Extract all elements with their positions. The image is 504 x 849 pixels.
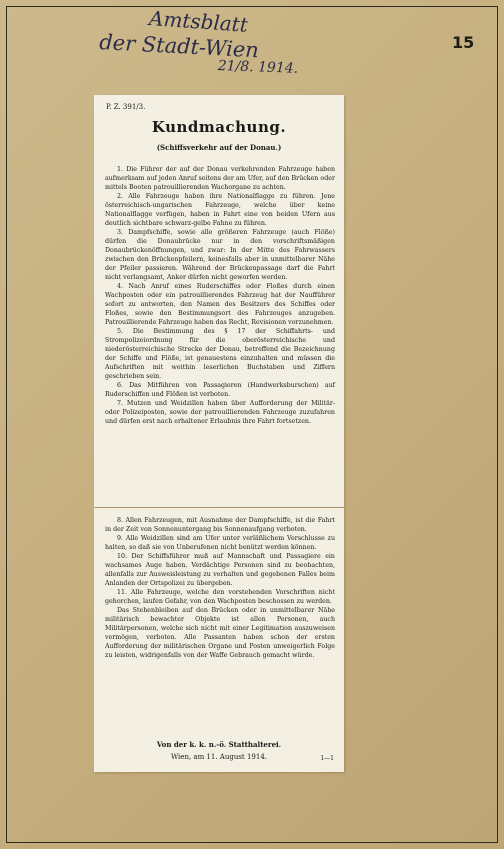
- paragraphs-top: [105, 165, 335, 426]
- paragraph: 4. Nach Anruf eines Ruderschiffes oder Floßes durch einen Wachposten oder ein patrouillierendes Fahrzeug hat der Naufführer sofort zu antworten, den Namen des Besitzers des Schiffes oder Floßes, sowie den Bestimmungsort des Fahrzeuges anzugeben. Patrouillierende Fahrzeuge haben das Recht, Revisionen vorzunehmen.: [105, 283, 335, 326]
- newspaper-clipping-bottom: [94, 508, 344, 772]
- paragraphs-bottom: [105, 516, 335, 660]
- paragraph: 9. Alle Weidzillen sind am Ufer unter verläßlichem Verschlusse zu halten, so daß sie von Unberufenen nicht benützt werden können.: [105, 535, 335, 551]
- clipping-title: Kundmachung.: [151, 118, 287, 136]
- paragraph: 5. Die Bestimmung des § 17 der Schiffahrts- und Strompolizeiordnung für die oberösterreichische und niederösterreichische Strecke der Donau, betreffend die Bezeichnung der Schiffe und Flöße, ist genauestens einzuhalten und müssen die Aufschriften mit weithin leserlichen Buchstaben und Ziffern geschrieben sein.: [105, 328, 335, 380]
- paragraph: Das Stehenbleiben auf den Brücken oder in unmittelbarer Nähe militärisch bewachter Objekte ist allen Personen, auch Militärpersonen, welche sich nicht mit einer Legitimation auszuweisen vermögen, verboten. Alle Passanten haben schon der ersten Aufforderung der militärischen Organe und Posten unweigerlich Folge zu leisten, widrigenfalls von der Waffe Gebrauch gemacht würde.: [105, 607, 335, 659]
- paragraph: 3. Dampfschiffe, sowie alle größeren Fahrzeuge (auch Flöße) dürfen die Donaubrücke nur in den vorschriftsmäßigen Donaubrückenöffnungen, und zwar: In der Mitte des Fahrwassers zwischen den Brückenpfeilern, keinesfalls aber in unmittelbarer Nähe der Pfeiler passieren. Während der Brückenpassage darf die Fahrt nicht verlangsamt, Anker dürfen nicht geworfen werden.: [105, 229, 335, 281]
- clipping-subtitle: (Schiffsverkehr auf der Donau.): [156, 143, 282, 152]
- paragraph: 1. Die Führer der auf der Donau verkehrenden Fahrzeuge haben aufmerksam auf jeden Anruf seitens der am Ufer, auf den Brücken oder mittels Booten patrouillierenden Wachorgane zu achten.: [105, 166, 335, 191]
- handwritten-title: Amtsblatt: [148, 6, 249, 37]
- issuing-authority: Von der k. k. n.-ö. Statthalterei.: [156, 740, 282, 749]
- paragraph: 7. Mutzen und Weidzillen haben über Aufforderung der Militär- oder Polizeiposten, sowie der patrouillierenden Fahrzeuge zuzufahren und dürfen erst nach erhaltener Erlaubnis ihre Fahrt fortsetzen.: [105, 400, 335, 425]
- paragraph: 10. Der Schiffsführer muß auf Mannschaft und Passagiere ein wachsames Auge haben. Verdächtige Personen sind zu beobachten, allenfalls zur Ausweisleistung zu verhalten und gegebenen Falles beim Anlanden der Ortspolizei zu übergeben.: [105, 553, 335, 587]
- paragraph: 11. Alle Fahrzeuge, welche den vorstehenden Vorschriften nicht gehorchen, laufen Gefahr, von den Wachposten beschossen zu werden.: [105, 589, 335, 605]
- reference-number: P. Z. 391/3.: [106, 103, 146, 111]
- handwritten-date: 21/8. 1914.: [217, 58, 299, 77]
- paragraph: 6. Das Mitführen von Passagieren (Handwerksburschen) auf Ruderschiffen und Flößen ist verboten.: [105, 382, 335, 398]
- newspaper-clipping-top: [94, 95, 344, 507]
- paragraph: 8. Allen Fahrzeugen, mit Ausnahme der Dampfschiffe, ist die Fahrt in der Zeit von Sonnenuntergang bis Sonnenaufgang verboten.: [105, 517, 335, 533]
- place-date: Wien, am 11. August 1914.: [170, 753, 268, 761]
- page-number: 15: [452, 33, 475, 52]
- paragraph: 2. Alle Fahrzeuge haben ihre Nationalflagge zu führen. Jene österreichisch-ungarischen Fahrzeuge, welche über keine Nationalflagge verfügen, haben in Fahrt eine von beiden Ufern aus deutlich sichtbare schwarz-gelbe Fahne zu führen.: [105, 193, 335, 227]
- handwritten-subtitle: der Stadt-Wien: [98, 30, 260, 63]
- print-code: 1—1: [320, 755, 334, 762]
